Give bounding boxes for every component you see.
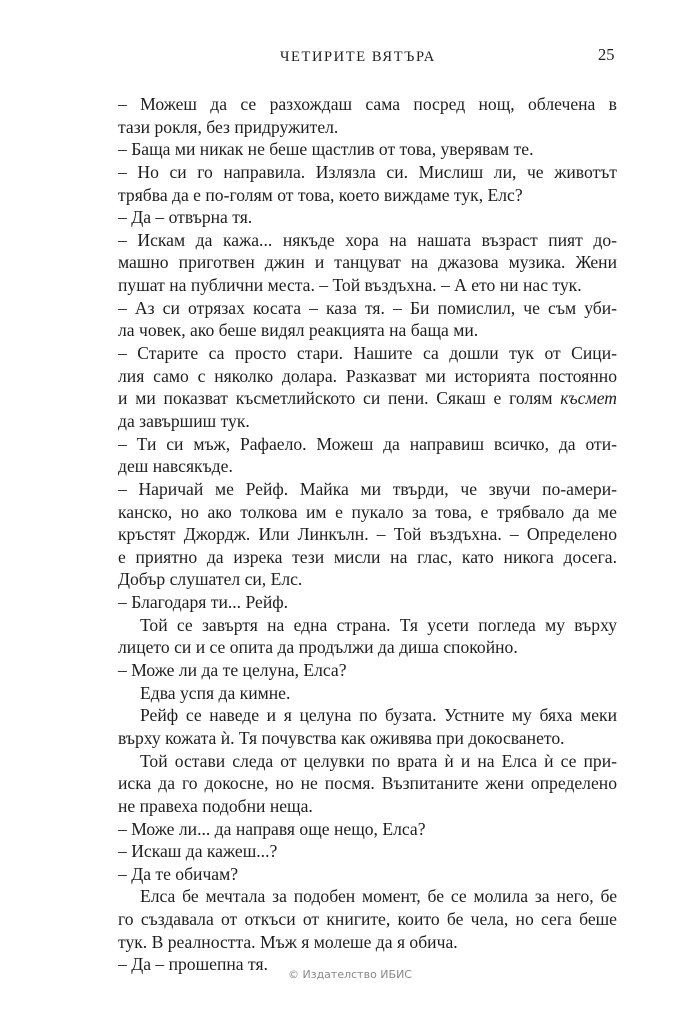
- text-line: деш навсякъде.: [118, 456, 233, 477]
- text-line: лицето си и се опита да продължи да диша спокойно.: [118, 637, 518, 658]
- text-line: – Наричай ме Рейф. Майка ми твърди, че звучи по-амери-: [118, 478, 617, 499]
- text-line: – Може ли да те целуна, Елса?: [118, 660, 347, 681]
- text-line: – Можеш да се разхождаш сама посред нощ, облечена в: [118, 94, 617, 114]
- text-line: кръстят Джордж. Или Линкълн. – Той въздъхна. – Определено: [118, 524, 617, 545]
- text-line: Рейф се наведе и я целуна по бузата. Устните му бяха меки: [140, 705, 617, 726]
- text-line: [118, 387, 617, 410]
- text-line: Едва успя да кимне.: [140, 682, 291, 703]
- text-line: не правеха подобни неща.: [118, 795, 313, 816]
- text-line: Елса бе мечтала за подобен момент, бе се молила за него, бе: [140, 886, 617, 907]
- text-line: – Но си го направила. Излязла си. Мислиш ли, че животът: [118, 161, 617, 182]
- text-line: е приятно да изрека тези мисли на глас, като никога досега.: [118, 546, 617, 567]
- text-line: върху кожата ѝ. Тя почувства как оживява при докосването.: [118, 727, 565, 748]
- text-line: – Баща ми никак не беше щастлив от това, уверявам те.: [118, 139, 534, 160]
- text-line: – Ти си мъж, Рафаело. Можеш да направиш всичко, да оти-: [118, 433, 617, 454]
- italic-word: късмет: [560, 388, 617, 409]
- text-line: – Искаш да кажеш...?: [118, 841, 278, 862]
- text-line: – Може ли... да направя още нещо, Елса?: [118, 818, 426, 839]
- page-number: 25: [598, 45, 615, 64]
- text-line: тук. В реалността. Мъж я молеше да я обича.: [118, 931, 458, 952]
- text-line: – Да – прошепна тя.: [118, 954, 268, 975]
- text-line: Той се завъртя на една страна. Тя усети погледа му върху: [140, 614, 617, 635]
- text-line: трябва да е по-голям от това, което виждаме тук, Елс?: [118, 184, 523, 205]
- text-line: тази рокля, без придружител.: [118, 116, 339, 137]
- text-line: го създавала от откъси от книгите, които бе чела, но сега беше: [118, 909, 617, 930]
- text-line: – Да – отвърна тя.: [118, 207, 253, 228]
- publisher-footer: © Издателство ИБИС: [288, 968, 412, 981]
- text-line: лия само с няколко долара. Разказват ми историята постоянно: [118, 365, 617, 386]
- text-line: ла човек, ако беше видял реакцията на баща ми.: [118, 320, 479, 341]
- book-text: [118, 93, 617, 976]
- text-line: иска да го докосне, но не посмя. Възпитаните жени определено: [118, 773, 617, 794]
- text-span: и ми показват късметлийското си пени. Сякаш е голям: [118, 388, 553, 409]
- text-line: да завършиш тук.: [118, 410, 250, 431]
- text-line: канско, но ако толкова им е пукало за това, е трябвало да ме: [118, 501, 617, 522]
- text-line: – Искам да кажа... някъде хора на нашата възраст пият до-: [118, 229, 617, 250]
- text-line: машно приготвен джин и танцуват на джазова музика. Жени: [118, 252, 617, 273]
- text-line: – Да те обичам?: [118, 863, 239, 884]
- text-line: Той остави следа от целувки по врата ѝ и на Елса ѝ се при-: [140, 750, 617, 771]
- text-line: Добър слушател си, Елс.: [118, 569, 303, 590]
- text-line: пушат на публични места. – Той въздъхна. – А ето ни нас тук.: [118, 275, 582, 296]
- text-line: – Благодаря ти... Рейф.: [118, 592, 289, 613]
- text-line: – Аз си отрязах косата – каза тя. – Би помислил, че съм уби-: [118, 297, 617, 318]
- running-title: ЧЕТИРИТЕ ВЯТЪРА: [280, 49, 436, 65]
- text-line: – Старите са просто стари. Нашите са дошли тук от Сици-: [118, 343, 617, 364]
